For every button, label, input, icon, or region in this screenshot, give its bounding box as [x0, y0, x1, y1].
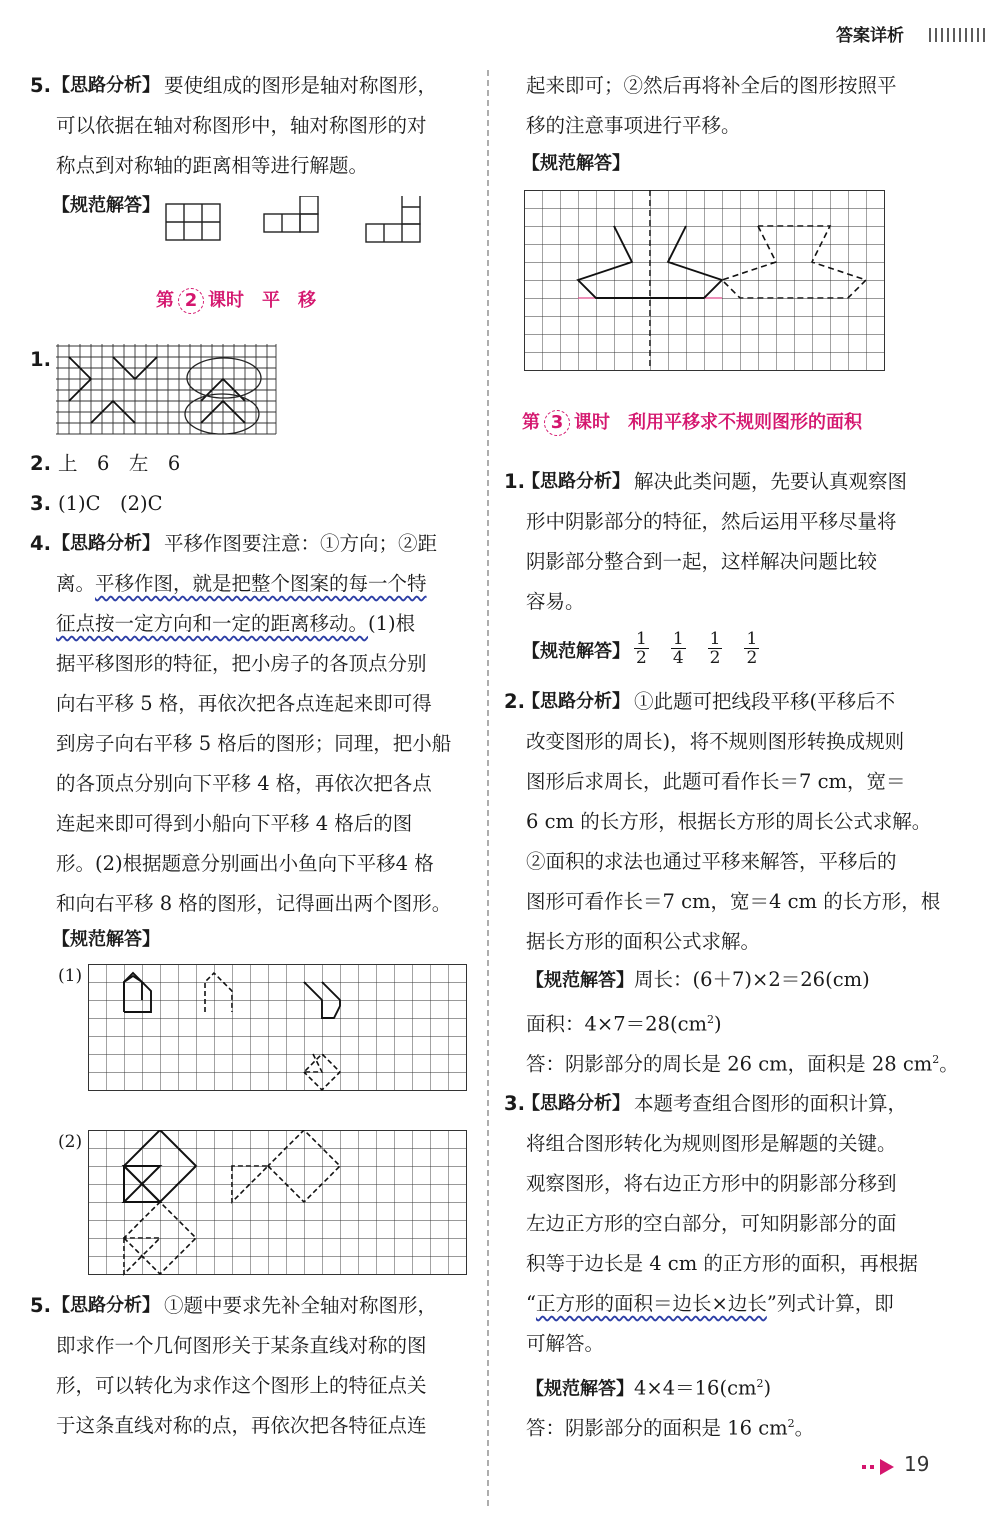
r-q2-answer-line-3: [526, 1048, 959, 1077]
column-divider: [486, 70, 490, 1510]
r-q2-perimeter: 周长：(6＋7)×2＝26(cm): [634, 968, 870, 991]
q4-line-2-start: 离。: [56, 572, 96, 595]
fraction: $\frac{1}{2}$: [636, 629, 647, 668]
q4-line-1: 平移作图要注意：①方向；②距: [164, 532, 438, 555]
lesson2-number: 2: [178, 288, 204, 314]
period: 。: [794, 1416, 815, 1440]
r-q1-line-4: 容易。: [526, 590, 585, 613]
q4-key-point-a: 平移作图，就是把整个图案的每一个特: [95, 572, 427, 595]
q5b-line-2: 即求作一个几何图形关于某条直线对称的图: [56, 1334, 427, 1357]
q4-answer-figure-1: [88, 964, 474, 1104]
r-q3-tag: 【思路分析】: [522, 1093, 630, 1114]
q4-line-7: 的各顶点分别向下平移 4 格，再依次把各点: [56, 772, 432, 795]
lesson3-pre: 第: [522, 412, 540, 433]
r-q2-line-3: 图形后求周长，此题可看作长＝7 cm，宽＝: [526, 770, 906, 793]
q4-number: 4.: [30, 532, 51, 555]
header-decor-stripes: [928, 26, 990, 44]
q5a-tag: 【思路分析】: [52, 75, 160, 96]
q5b-answer-figure: [524, 190, 890, 376]
q2-answer: 上 6 左 6: [58, 452, 181, 475]
r-q3-formula: 正方形的面积＝边长×边长: [535, 1292, 767, 1315]
r-q3-number: 3.: [504, 1092, 525, 1115]
q4-line-9: 形。(2)根据题意分别画出小鱼向下平移4 格: [56, 852, 434, 875]
q5b-line-3: 形，可以转化为求作这个图形上的特征点关: [56, 1374, 427, 1397]
superscript: 2: [756, 1377, 764, 1390]
quote-close: ”列式计算，即: [766, 1292, 894, 1315]
superscript: 2: [707, 1013, 714, 1026]
r-q3-conclusion: 答：阴影部分的面积是 16 cm: [526, 1416, 788, 1440]
r-q2-area: 面积：4×7＝28(cm: [526, 1012, 707, 1036]
q4-line-5: 向右平移 5 格，再依次把各点连起来即可得: [56, 692, 432, 715]
r-q2-tag: 【思路分析】: [522, 691, 630, 712]
header-title: 答案详析: [836, 26, 904, 46]
q5a-answer-figures: [164, 196, 424, 246]
close-paren: ): [714, 1012, 722, 1036]
r-q3-line-2: 将组合图形转化为规则图形是解题的关键。: [526, 1132, 897, 1155]
q4-line-2: [56, 572, 427, 596]
q4-line-10: 和向右平移 8 格的图形，记得画出两个图形。: [56, 892, 452, 915]
r-q2-line-1: ①此题可把线段平移(平移后不: [634, 690, 896, 713]
close-paren: ): [763, 1376, 772, 1400]
r-q2-line-4: 6 cm 的长方形，根据长方形的周长公式求解。: [526, 810, 932, 833]
q4-answer-figure-2: [88, 1130, 474, 1280]
q1-number: 1.: [30, 348, 51, 371]
period: 。: [939, 1052, 959, 1076]
r-q1-fractions: [634, 630, 781, 667]
r-q1-line-1: 解决此类问题，先要认真观察图: [634, 470, 908, 493]
q4-fig1-label: (1): [58, 966, 83, 986]
lesson3-title: 课时 利用平移求不规则图形的面积: [574, 412, 862, 433]
r-q3-answer-tag: 【规范解答】: [526, 1378, 634, 1400]
r-q1-tag: 【思路分析】: [522, 471, 630, 492]
r-q3-line-7: 可解答。: [526, 1332, 605, 1355]
r-q1-number: 1.: [504, 470, 525, 493]
q5a-line-2: 可以依据在轴对称图形中，轴对称图形的对: [56, 114, 427, 137]
r-q2-line-2: 改变图形的周长)，将不规则图形转换成规则: [526, 730, 905, 753]
r-q2-number: 2.: [504, 690, 525, 713]
q5a-line-3: 称点到对称轴的距离相等进行解题。: [56, 154, 369, 177]
q4-key-point-b: 征点按一定方向和一定的距离移动。: [56, 612, 369, 635]
q4-answer-tag: 【规范解答】: [52, 929, 160, 950]
q5a-answer-tag: 【规范解答】: [52, 195, 160, 216]
r-q3-line-1: 本题考查组合图形的面积计算，: [634, 1092, 908, 1115]
q4-line-4: 据平移图形的特征，把小房子的各顶点分别: [56, 652, 427, 675]
lesson3-heading: [522, 410, 862, 436]
page-number: 19: [904, 1452, 930, 1476]
r-q2-line-6: 图形可看作长＝7 cm，宽＝4 cm 的长方形，根: [526, 890, 941, 913]
superscript: 2: [932, 1053, 940, 1066]
r-q3-line-5: 积等于边长是 4 cm 的正方形的面积，再根据: [526, 1252, 918, 1275]
q5a-number: 5.: [30, 74, 51, 97]
fraction: $\frac{1}{4}$: [672, 629, 684, 668]
superscript: 2: [787, 1417, 795, 1430]
q4-fig2-label: (2): [58, 1132, 83, 1152]
r-q2-line-5: ②面积的求法也通过平移来解答，平移后的: [526, 850, 897, 873]
fraction: $\frac{1}{2}$: [709, 629, 721, 668]
q5b-number: 5.: [30, 1294, 51, 1317]
r-q2-conclusion: 答：阴影部分的周长是 26 cm，面积是 28 cm: [526, 1052, 933, 1076]
q3-number: 3.: [30, 492, 51, 515]
q5a-line-1: 要使组成的图形是轴对称图形，: [164, 74, 438, 97]
q5b-answer-tag: 【规范解答】: [522, 153, 630, 174]
q4-line-8: 连起来即可得到小船向下平移 4 格后的图: [56, 812, 413, 835]
q3-answer: (1)C (2)C: [58, 492, 163, 515]
r-q2-answer-line-2: [526, 1008, 722, 1037]
r-q1-line-3: 阴影部分整合到一起，这样解决问题比较: [526, 550, 878, 573]
q5b-line-4: 于这条直线对称的点，再依次把各特征点连: [56, 1414, 427, 1437]
q5-continued-line-1: 起来即可；②然后再将补全后的图形按照平: [526, 74, 897, 97]
q4-line-3: [56, 612, 415, 636]
r-q2-answer-tag: 【规范解答】: [526, 970, 634, 991]
q4-line-6: 到房子向右平移 5 格后的图形；同理，把小船: [56, 732, 452, 755]
lesson3-number: 3: [544, 410, 570, 436]
r-q2-answer-line-1: [526, 968, 870, 993]
fraction: $\frac{1}{2}$: [746, 629, 758, 668]
page-arrow-icon: [860, 1456, 900, 1478]
lesson2-heading: [156, 288, 316, 314]
q5b-line-1: ①题中要求先补全轴对称图形，: [164, 1294, 438, 1317]
r-q3-line-4: 左边正方形的空白部分，可知阴影部分的面: [526, 1212, 897, 1235]
r-q3-answer-line-1: [526, 1372, 771, 1402]
q4-line-3-end: (1)根: [368, 612, 416, 635]
r-q3-line-3: 观察图形，将右边正方形中的阴影部分移到: [526, 1172, 897, 1195]
r-q3-line-6: [526, 1292, 894, 1316]
quote-open: “: [526, 1292, 536, 1315]
r-q3-answer-line-2: [526, 1412, 814, 1441]
r-q3-area: 4×4＝16(cm: [634, 1376, 757, 1400]
q2-number: 2.: [30, 452, 51, 475]
q5b-tag: 【思路分析】: [52, 1295, 160, 1316]
lesson2-pre: 第: [156, 290, 174, 311]
r-q1-answer-tag: 【规范解答】: [522, 641, 630, 662]
q5-continued-line-2: 移的注意事项进行平移。: [526, 114, 741, 137]
r-q2-line-7: 据长方形的面积公式求解。: [526, 930, 761, 953]
lesson2-title: 课时 平 移: [208, 290, 316, 311]
r-q1-line-2: 形中阴影部分的特征，然后运用平移尽量将: [526, 510, 897, 533]
q1-grid-figure: [56, 344, 280, 436]
q4-tag: 【思路分析】: [52, 533, 160, 554]
